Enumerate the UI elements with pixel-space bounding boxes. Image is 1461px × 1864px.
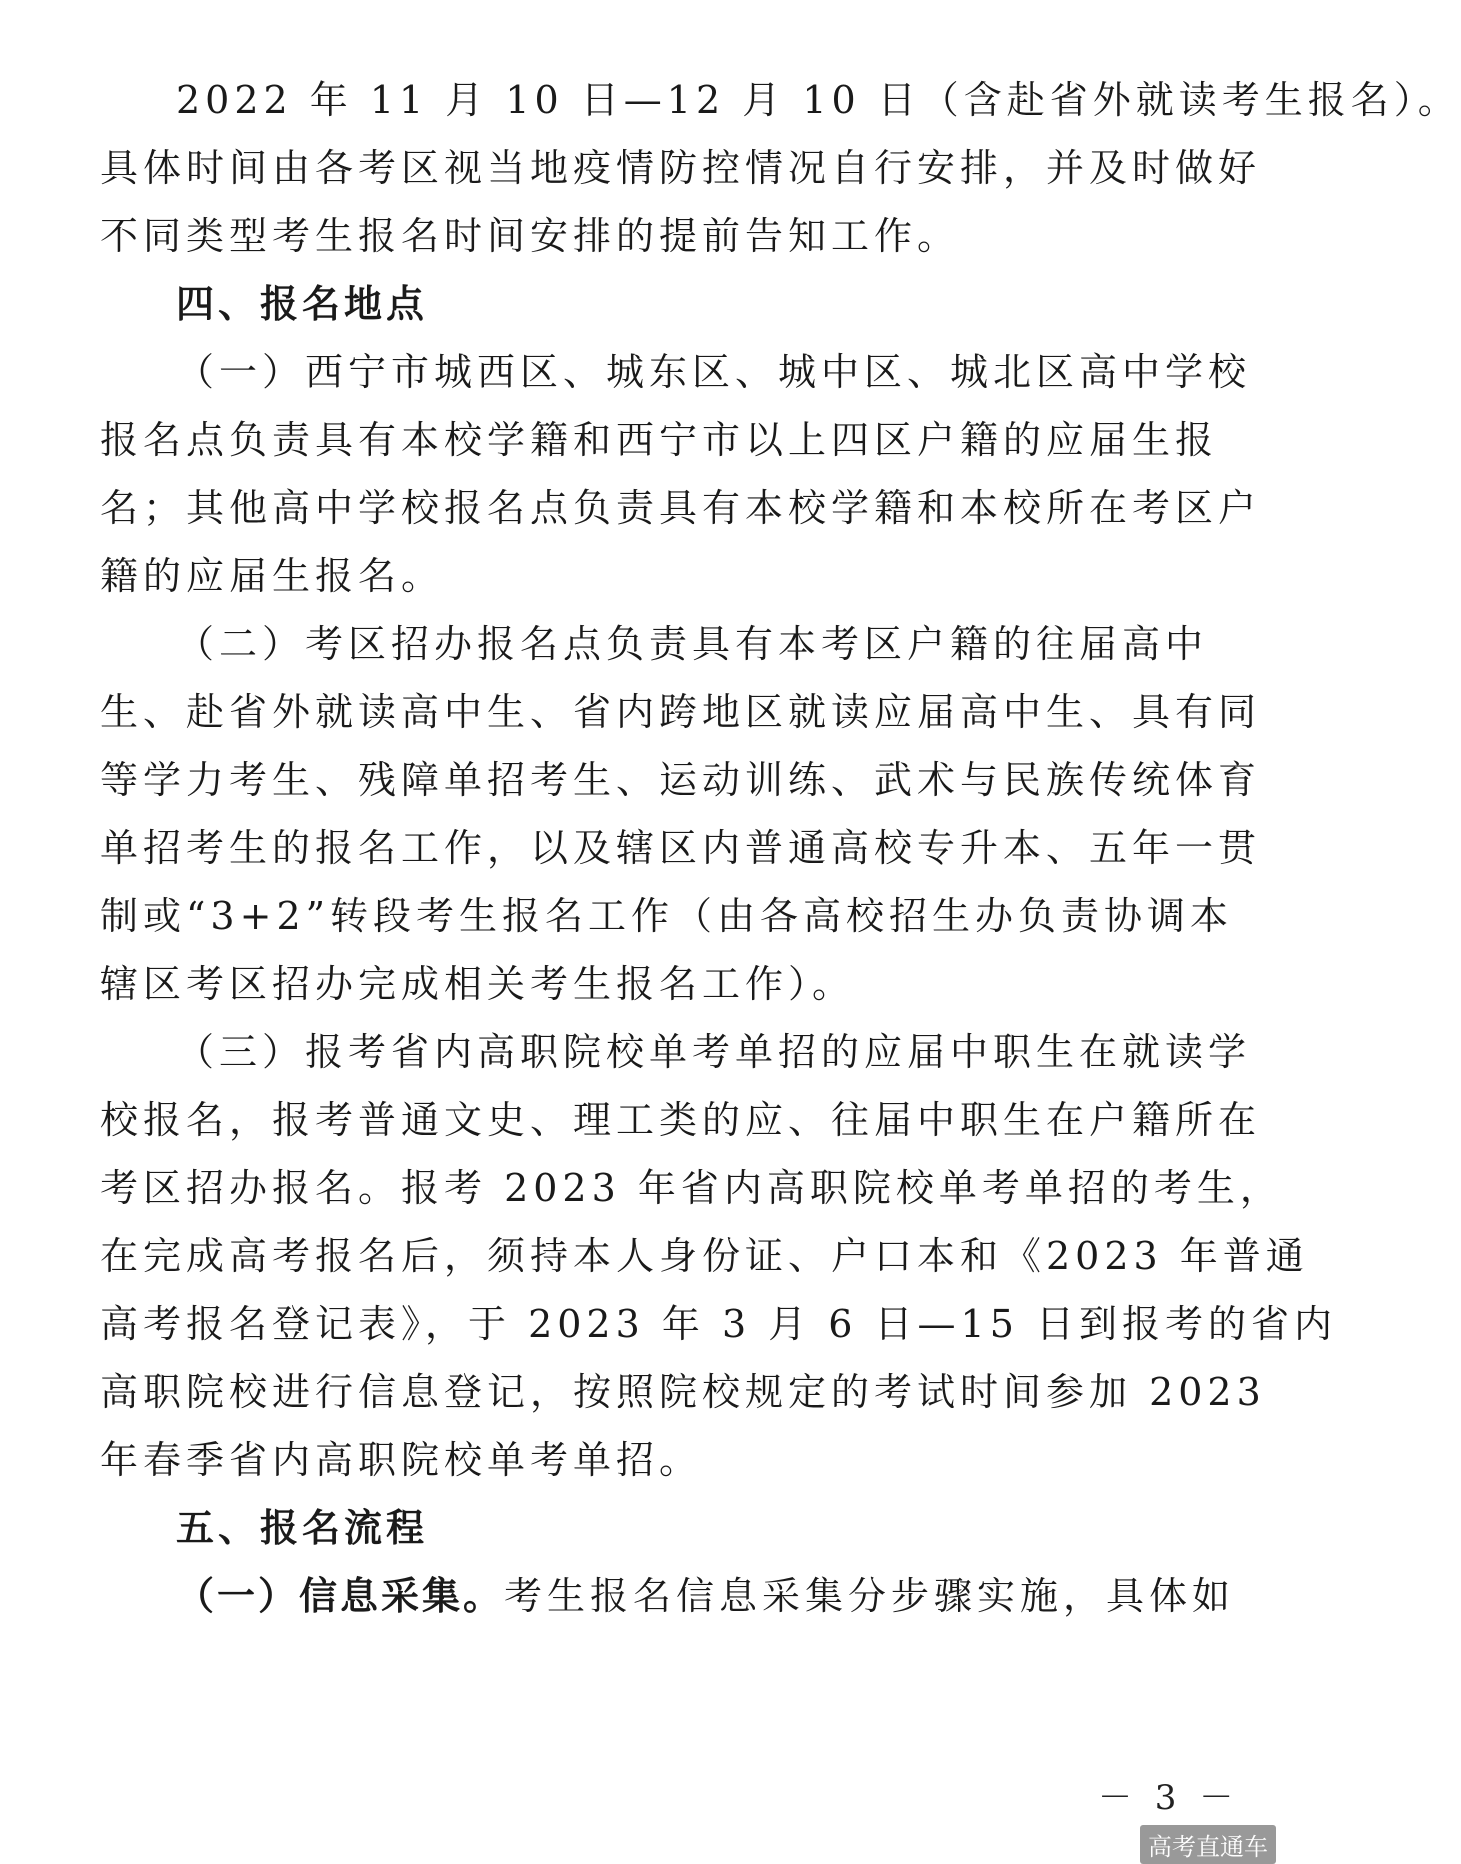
text-line	[176, 1558, 1236, 1634]
text-line: 报名点负责具有本校学籍和西宁市以上四区户籍的应届生报	[100, 418, 1219, 462]
text-line: （一）西宁市城西区、城东区、城中区、城北区高中学校	[176, 350, 1252, 394]
text-line: 辖区考区招办完成相关考生报名工作）。	[100, 962, 856, 1006]
text-line: 高考报名登记表》，于 2023 年 3 月 6 日—15 日到报考的省内	[100, 1302, 1337, 1346]
text-line: （三）报考省内高职院校单考单招的应届中职生在就读学	[176, 1030, 1252, 1074]
text-line: 名；其他高中学校报名点负责具有本校学籍和本校所在考区户	[100, 486, 1262, 530]
text-line: 制或“3+2”转段考生报名工作（由各高校招生办负责协调本	[100, 894, 1234, 938]
subsection-lead: （一）信息采集。	[176, 1574, 505, 1618]
text-line: 生、赴省外就读高中生、省内跨地区就读应届高中生、具有同	[100, 690, 1262, 734]
text-line: 具体时间由各考区视当地疫情防控情况自行安排，并及时做好	[100, 146, 1262, 190]
text-line: 籍的应届生报名。	[100, 554, 445, 598]
page-number: － 3 －	[1098, 1778, 1240, 1818]
text-line: 高职院校进行信息登记，按照院校规定的考试时间参加 2023	[100, 1370, 1266, 1414]
text-line: 年春季省内高职院校单考单招。	[100, 1438, 703, 1482]
text-line: 等学力考生、残障单招考生、运动训练、武术与民族传统体育	[100, 758, 1262, 802]
section-heading: 四、报名地点	[176, 282, 429, 326]
text-line: 考区招办报名。报考 2023 年省内高职院校单考单招的考生，	[100, 1166, 1283, 1210]
text-line: 不同类型考生报名时间安排的提前告知工作。	[100, 214, 961, 258]
text-line: 2022 年 11 月 10 日—12 月 10 日（含赴省外就读考生报名）。	[176, 78, 1461, 122]
text-line: 单招考生的报名工作，以及辖区内普通高校专升本、五年一贯	[100, 826, 1262, 870]
section-heading: 五、报名流程	[176, 1506, 429, 1550]
subsection-text: 考生报名信息采集分步骤实施，具体如	[504, 1574, 1236, 1618]
text-line: （二）考区招办报名点负责具有本考区户籍的往届高中	[176, 622, 1209, 666]
text-line: 在完成高考报名后，须持本人身份证、户口本和《2023 年普通	[100, 1234, 1309, 1278]
watermark: 高考直通车	[1140, 1825, 1276, 1864]
text-line: 校报名，报考普通文史、理工类的应、往届中职生在户籍所在	[100, 1098, 1262, 1142]
